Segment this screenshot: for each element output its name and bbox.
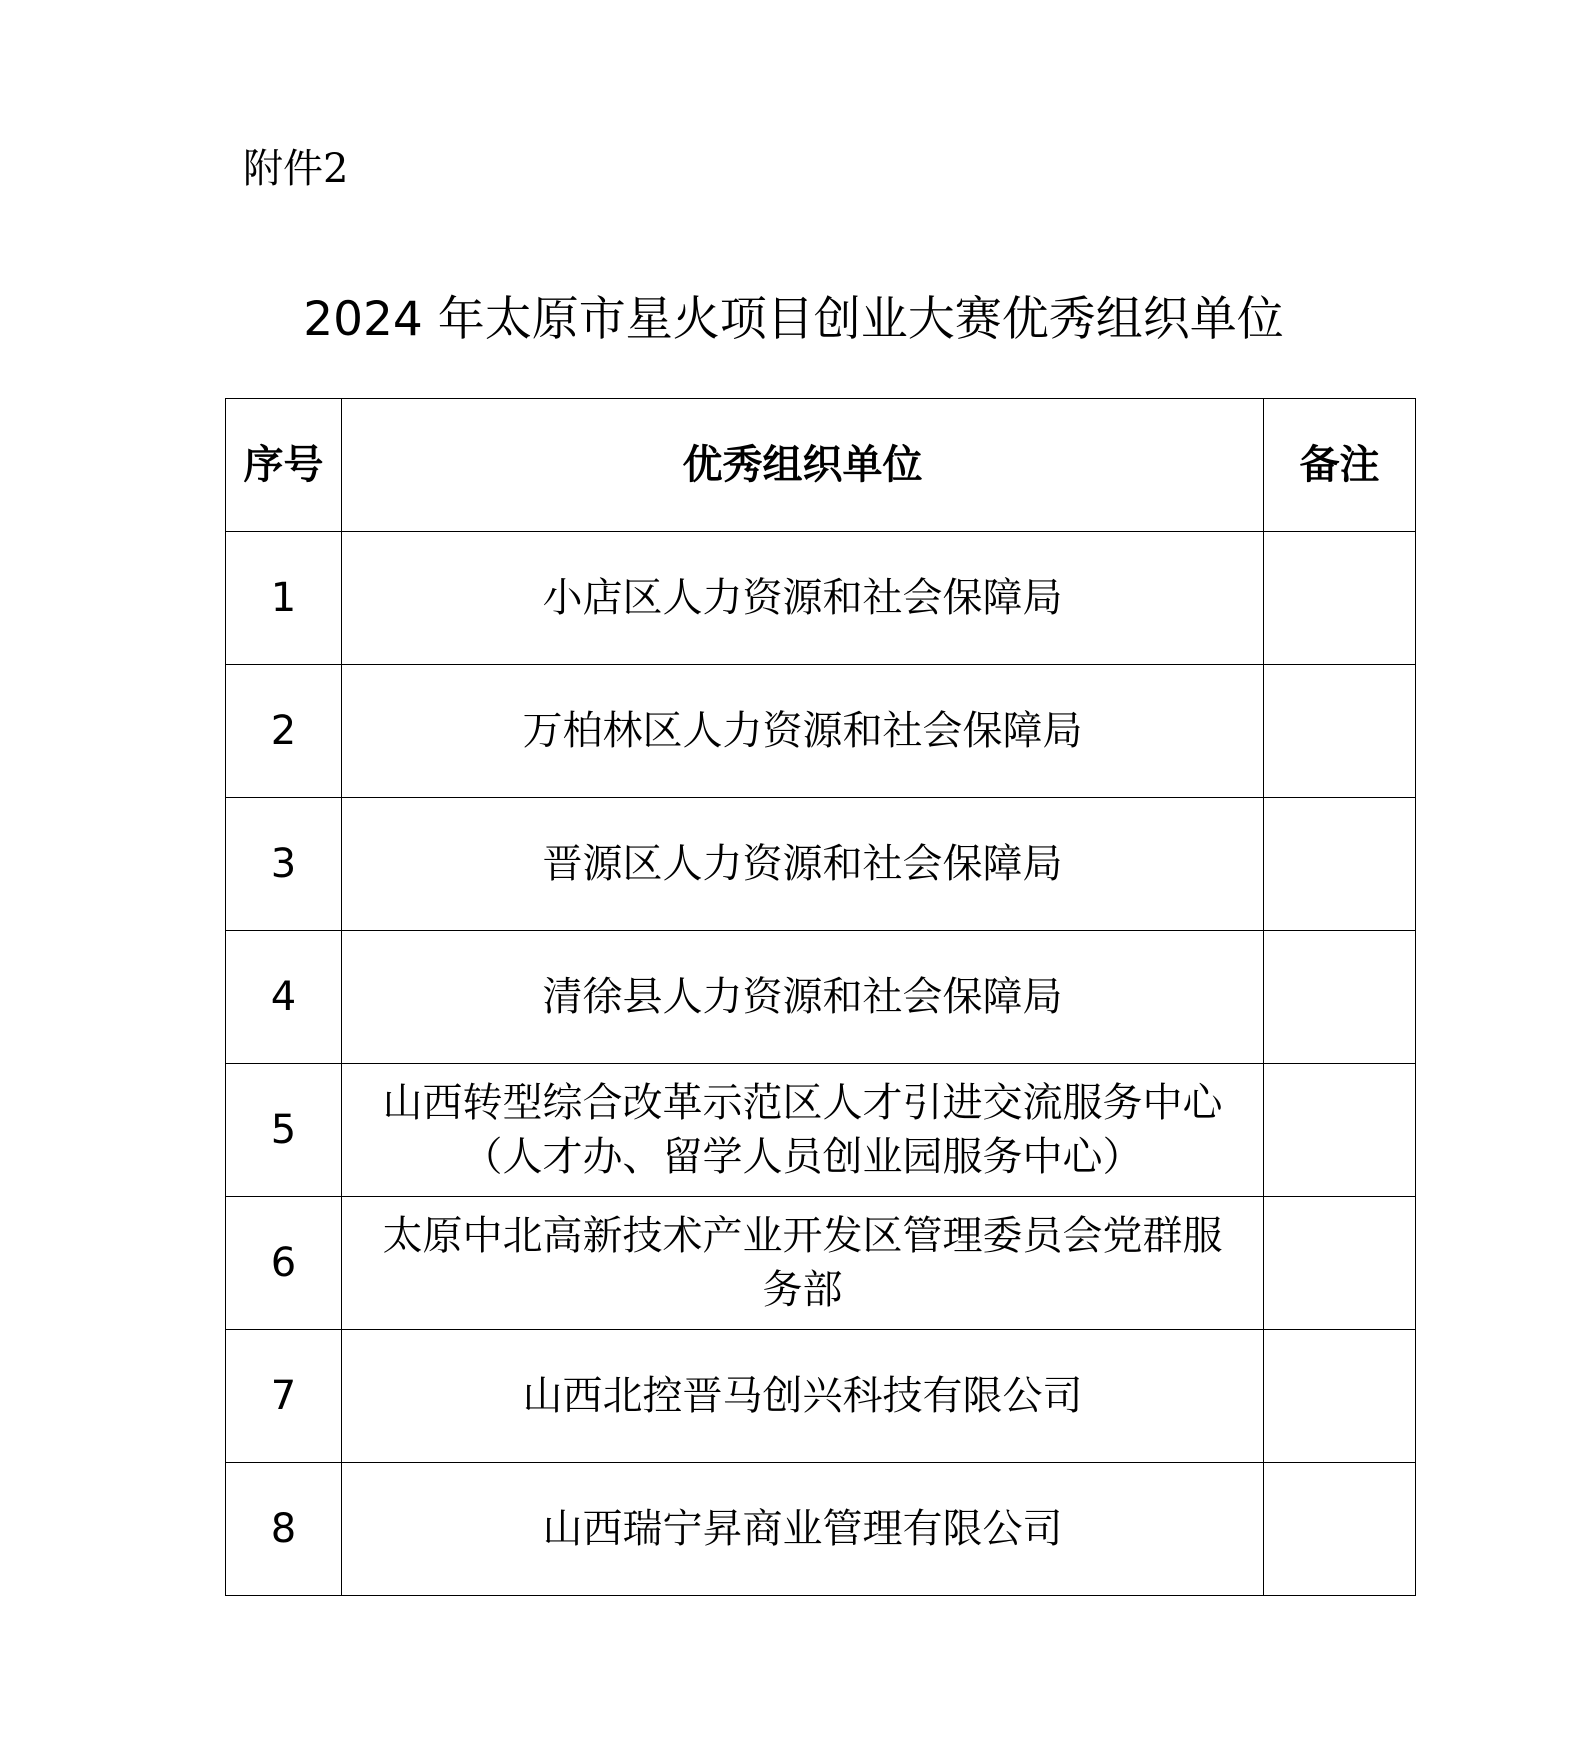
- table-row: [226, 931, 1416, 1064]
- table-row: [226, 798, 1416, 931]
- table-row: [226, 665, 1416, 798]
- row-unit-name: [342, 1330, 1264, 1463]
- unit-name-line: （人才办、留学人员创业园服务中心）: [462, 1134, 1143, 1180]
- row-note: [1264, 532, 1416, 665]
- row-seq: 3: [226, 798, 342, 931]
- row-note: [1264, 665, 1416, 798]
- row-seq: 8: [226, 1463, 342, 1596]
- row-note: [1264, 931, 1416, 1064]
- unit-name-line: 晋源区人力资源和社会保障局: [542, 841, 1063, 887]
- row-unit-name: [342, 665, 1264, 798]
- table-row: [226, 1463, 1416, 1596]
- row-unit-name: [342, 1064, 1264, 1197]
- row-note: [1264, 1330, 1416, 1463]
- row-unit-name: [342, 1197, 1264, 1330]
- organizing-units-table: [225, 398, 1416, 1596]
- table-row: [226, 1064, 1416, 1197]
- row-unit-name: [342, 532, 1264, 665]
- document-title: 2024 年太原市星火项目创业大赛优秀组织单位: [303, 292, 1284, 347]
- row-unit-name: [342, 1463, 1264, 1596]
- unit-name-line: 山西瑞宁昇商业管理有限公司: [542, 1506, 1063, 1552]
- unit-name-line: 清徐县人力资源和社会保障局: [542, 974, 1063, 1020]
- table-row: [226, 532, 1416, 665]
- row-unit-name: [342, 798, 1264, 931]
- table-row: [226, 1330, 1416, 1463]
- header-seq: 序号: [226, 399, 342, 532]
- row-seq: 4: [226, 931, 342, 1064]
- table-row: [226, 1197, 1416, 1330]
- row-seq: 7: [226, 1330, 342, 1463]
- row-seq: 1: [226, 532, 342, 665]
- unit-name-line: 山西北控晋马创兴科技有限公司: [522, 1373, 1083, 1419]
- row-note: [1264, 1197, 1416, 1330]
- unit-name-line: 小店区人力资源和社会保障局: [542, 575, 1063, 621]
- attachment-label: 附件2: [243, 146, 349, 192]
- row-note: [1264, 1064, 1416, 1197]
- row-unit-name: [342, 931, 1264, 1064]
- row-note: [1264, 798, 1416, 931]
- unit-name-line: 万柏林区人力资源和社会保障局: [522, 708, 1083, 754]
- unit-name-line: 太原中北高新技术产业开发区管理委员会党群服: [382, 1213, 1223, 1259]
- row-seq: 5: [226, 1064, 342, 1197]
- row-note: [1264, 1463, 1416, 1596]
- header-note: 备注: [1264, 399, 1416, 532]
- unit-name-line: 务部: [762, 1267, 843, 1313]
- row-seq: 6: [226, 1197, 342, 1330]
- table-header-row: [226, 399, 1416, 532]
- header-unit: 优秀组织单位: [342, 399, 1264, 532]
- row-seq: 2: [226, 665, 342, 798]
- unit-name-line: 山西转型综合改革示范区人才引进交流服务中心: [382, 1080, 1223, 1126]
